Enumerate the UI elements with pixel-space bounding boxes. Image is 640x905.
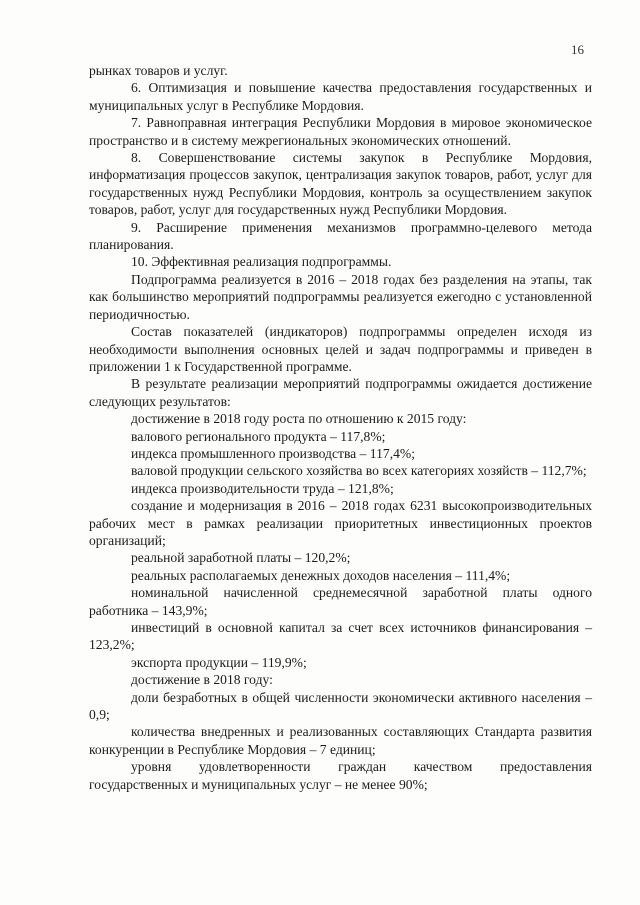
paragraph: 8. Совершенствование системы закупок в Республике Мордовия, информатизация процессов закупок, централизация закупок товаров, работ, услуг для государственных нужд Республики Мордовия, контроль за осуществлением закупок товаров, работ, услуг для государственных нужд Республики Мордовия. bbox=[89, 150, 592, 218]
paragraph: создание и модернизация в 2016 – 2018 годах 6231 высокопроизводительных рабочих мест в рамках реализации приоритетных инвестиционных проектов организаций; bbox=[89, 498, 592, 548]
paragraph: рынках товаров и услуг. bbox=[89, 63, 228, 78]
paragraph: номинальной начисленной среднемесячной заработной платы одного работника – 143,9%; bbox=[89, 585, 592, 618]
paragraph: 9. Расширение применения механизмов программно-целевого метода планирования. bbox=[89, 219, 592, 253]
paragraph: 7. Равноправная интеграция Республики Мордовия в мировое экономическое пространство и в систему межрегиональных экономических отношений. bbox=[89, 115, 592, 148]
paragraph: доли безработных в общей численности экономически активного населения – 0,9; bbox=[89, 689, 592, 723]
paragraph: индекса промышленного производства – 117,4%; bbox=[131, 445, 415, 461]
paragraph: 6. Оптимизация и повышение качества предоставления государственных и муниципальных услуг в Республике Мордовия. bbox=[89, 80, 592, 113]
paragraph: Состав показателей (индикаторов) подпрограммы определен исходя из необходимости выполнения основных целей и задач подпрограммы и приведен в приложении 1 к Государственной программе. bbox=[89, 324, 592, 374]
paragraph: Подпрограмма реализуется в 2016 – 2018 годах без разделения на этапы, так как большинство мероприятий подпрограммы реализуется ежегодно с установленной периодичностью. bbox=[89, 271, 592, 322]
paragraph: уровня удовлетворенности граждан качеством предоставления государственных и муниципальных услуг – не менее 90%; bbox=[89, 759, 592, 792]
paragraph: реальных располагаемых денежных доходов населения – 111,4%; bbox=[131, 567, 511, 583]
paragraph: количества внедренных и реализованных составляющих Стандарта развития конкуренции в Республике Мордовия – 7 единиц; bbox=[89, 724, 592, 757]
paragraph: индекса производительности труда – 121,8%; bbox=[131, 480, 394, 496]
paragraph: достижение в 2018 году: bbox=[131, 672, 273, 688]
paragraph: реальной заработной платы – 120,2%; bbox=[131, 550, 351, 566]
page-number: 16 bbox=[571, 42, 584, 57]
paragraph: В результате реализации мероприятий подпрограммы ожидается достижение следующих результатов: bbox=[89, 376, 592, 409]
paragraph: экспорта продукции – 119,9%; bbox=[131, 654, 307, 670]
paragraph: инвестиций в основной капитал за счет всех источников финансирования – 123,2%; bbox=[89, 620, 592, 653]
paragraph: валового регионального продукта – 117,8%; bbox=[131, 428, 386, 444]
paragraph: 10. Эффективная реализация подпрограммы. bbox=[131, 254, 392, 270]
paragraph: достижение в 2018 году роста по отношению к 2015 году: bbox=[131, 411, 467, 427]
page-body bbox=[89, 62, 592, 793]
paragraph: валовой продукции сельского хозяйства во всех категориях хозяйств – 112,7%; bbox=[131, 463, 587, 479]
